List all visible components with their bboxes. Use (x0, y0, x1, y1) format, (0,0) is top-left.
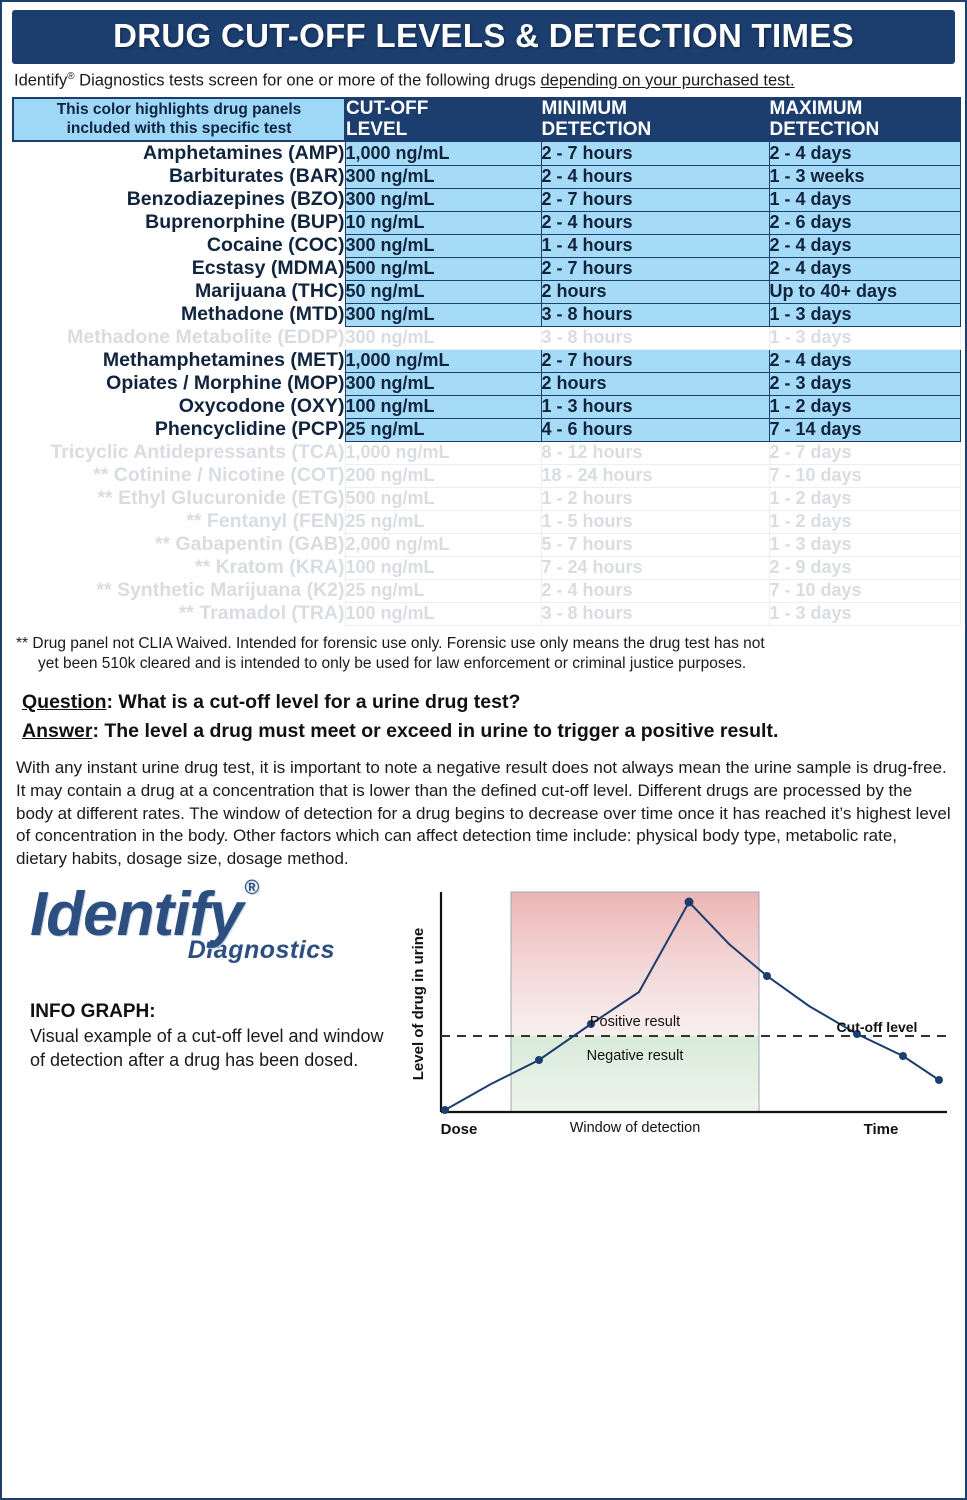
table-header-row (13, 98, 960, 142)
table-row (13, 602, 960, 625)
min-detection-value: 2 - 7 hours (541, 257, 769, 280)
drug-name: Amphetamines (AMP) (142, 142, 345, 165)
legend-line-2: included with this specific test (66, 120, 292, 138)
min-detection-value: 1 - 2 hours (541, 487, 769, 510)
column-header-cutoff (345, 98, 541, 142)
max-detection-value: 7 - 14 days (769, 418, 960, 441)
qa-section (12, 677, 955, 749)
identify-logo-text: Identify (30, 880, 243, 950)
cutoff-level-chart (399, 884, 955, 1146)
max-detection-value: 1 - 3 days (769, 303, 960, 326)
min-detection-value: 2 - 4 hours (541, 579, 769, 602)
subtitle-middle: Diagnostics tests screen for one or more of the following drugs (74, 71, 541, 90)
max-detection-value: 1 - 3 days (769, 533, 960, 556)
subtitle (12, 64, 955, 97)
drug-name: Methadone (MTD) (180, 303, 345, 326)
min-detection-value: 3 - 8 hours (541, 602, 769, 625)
max-detection-value: 2 - 4 days (769, 234, 960, 257)
question-line (16, 689, 951, 718)
max-detection-value: 2 - 4 days (769, 141, 960, 165)
column-header-min-line1: MINIMUM (541, 98, 627, 119)
table-row (13, 464, 960, 487)
max-detection-value: Up to 40+ days (769, 280, 960, 303)
table-row (13, 165, 960, 188)
footnote-line-1: ** Drug panel not CLIA Waived. Intended for forensic use only. Forensic use only means the drug test has not (16, 634, 765, 652)
column-header-max-line1: MAXIMUM (769, 98, 863, 119)
table-row (13, 303, 960, 326)
drug-name: ** Synthetic Marijuana (K2) (96, 579, 345, 602)
drug-name: Opiates / Morphine (MOP) (106, 372, 345, 395)
min-detection-value: 4 - 6 hours (541, 418, 769, 441)
max-detection-value: 7 - 10 days (769, 464, 960, 487)
table-row (13, 395, 960, 418)
cutoff-value: 100 ng/mL (345, 602, 541, 625)
legend-line-1: This color highlights drug panels (56, 100, 302, 118)
min-detection-value: 2 - 7 hours (541, 141, 769, 165)
max-detection-value: 2 - 4 days (769, 257, 960, 280)
drug-name: ** Fentanyl (FEN) (186, 510, 345, 533)
drug-name: Cocaine (COC) (206, 234, 345, 257)
drug-name: Tricyclic Antidepressants (TCA) (50, 441, 345, 464)
max-detection-value: 1 - 4 days (769, 188, 960, 211)
max-detection-value: 2 - 6 days (769, 211, 960, 234)
identify-logo (30, 876, 259, 950)
max-detection-value: 1 - 2 days (769, 510, 960, 533)
table-row (13, 441, 960, 464)
cutoff-value: 25 ng/mL (345, 510, 541, 533)
min-detection-value: 7 - 24 hours (541, 556, 769, 579)
cutoff-value: 1,000 ng/mL (345, 349, 541, 372)
table-row (13, 579, 960, 602)
question-label: Question (22, 691, 107, 714)
info-graph (399, 884, 955, 1144)
footnote (12, 626, 955, 678)
cutoff-value: 500 ng/mL (345, 487, 541, 510)
cutoff-value: 300 ng/mL (345, 165, 541, 188)
max-detection-value: 7 - 10 days (769, 579, 960, 602)
chart-cutoff-label: Cut-off level (836, 1019, 918, 1036)
min-detection-value: 3 - 8 hours (541, 303, 769, 326)
drug-name: Benzodiazepines (BZO) (126, 188, 345, 211)
legend-box (13, 98, 345, 142)
cutoff-value: 1,000 ng/mL (345, 141, 541, 165)
table-row (13, 326, 960, 349)
page-title: DRUG CUT-OFF LEVELS & DETECTION TIMES (12, 10, 955, 64)
cutoff-value: 300 ng/mL (345, 188, 541, 211)
cutoff-value: 200 ng/mL (345, 464, 541, 487)
min-detection-value: 2 - 7 hours (541, 349, 769, 372)
column-header-min-line2: DETECTION (541, 119, 652, 141)
max-detection-value: 2 - 4 days (769, 349, 960, 372)
table-row (13, 418, 960, 441)
answer-label: Answer (22, 720, 93, 743)
drug-name: Barbiturates (BAR) (168, 165, 345, 188)
drug-name: Marijuana (THC) (194, 280, 345, 303)
chart-xlabel: Time (863, 1121, 899, 1139)
drug-table (12, 97, 961, 626)
drug-name: Phencyclidine (PCP) (154, 418, 345, 441)
max-detection-value: 2 - 9 days (769, 556, 960, 579)
column-header-cutoff-line1: CUT-OFF (346, 98, 429, 119)
table-row (13, 533, 960, 556)
footnote-line-2: yet been 510k cleared and is intended to only be used for law enforcement or criminal justice purposes. (38, 655, 747, 673)
min-detection-value: 1 - 4 hours (541, 234, 769, 257)
drug-name: ** Tramadol (TRA) (178, 602, 345, 625)
info-graph-description: Visual example of a cut-off level and window of detection after a drug has been dosed. (30, 1026, 384, 1071)
table-row (13, 188, 960, 211)
cutoff-value: 100 ng/mL (345, 395, 541, 418)
drug-name: Oxycodone (OXY) (178, 395, 345, 418)
min-detection-value: 2 - 7 hours (541, 188, 769, 211)
explanatory-paragraph: With any instant urine drug test, it is important to note a negative result does not always mean the urine sample is drug-free. It may contain a drug at a concentration that is lower than the defined cut-off level. Different drugs are processed by the body at different rates. The window of detection for a drug begins to decrease over time once it has reached it’s highest level of concentration in the body. Other factors which can affect detection time include: physical body type, metabolic rate, dietary habits, dosage size, dosage method. (16, 758, 951, 868)
min-detection-value: 1 - 5 hours (541, 510, 769, 533)
drug-name: ** Cotinine / Nicotine (COT) (93, 464, 345, 487)
cutoff-value: 300 ng/mL (345, 326, 541, 349)
table-row (13, 141, 960, 165)
cutoff-value: 25 ng/mL (345, 579, 541, 602)
registered-mark-icon: ® (67, 71, 75, 82)
table-row (13, 556, 960, 579)
cutoff-value: 500 ng/mL (345, 257, 541, 280)
bottom-section (12, 870, 955, 1144)
question-text: : What is a cut-off level for a urine drug test? (106, 691, 521, 714)
cutoff-value: 100 ng/mL (345, 556, 541, 579)
identify-logo-subtitle: Diagnostics (187, 936, 335, 965)
min-detection-value: 5 - 7 hours (541, 533, 769, 556)
max-detection-value: 2 - 3 days (769, 372, 960, 395)
cutoff-value: 50 ng/mL (345, 280, 541, 303)
min-detection-value: 18 - 24 hours (541, 464, 769, 487)
min-detection-value: 2 - 4 hours (541, 165, 769, 188)
max-detection-value: 1 - 3 days (769, 602, 960, 625)
cutoff-value: 10 ng/mL (345, 211, 541, 234)
subtitle-underlined: depending on your purchased test. (540, 71, 795, 90)
chart-positive-label: Positive result (589, 1014, 681, 1031)
table-row (13, 280, 960, 303)
cutoff-value: 2,000 ng/mL (345, 533, 541, 556)
column-header-cutoff-line2: LEVEL (346, 119, 408, 141)
table-row (13, 349, 960, 372)
min-detection-value: 2 - 4 hours (541, 211, 769, 234)
min-detection-value: 2 hours (541, 280, 769, 303)
table-row (13, 487, 960, 510)
column-header-max-detection (769, 98, 960, 142)
drug-name: Ecstasy (MDMA) (191, 257, 345, 280)
chart-negative-label: Negative result (586, 1048, 684, 1065)
min-detection-value: 8 - 12 hours (541, 441, 769, 464)
chart-ylabel: Level of drug in urine (410, 928, 427, 1081)
logo-registered-icon: ® (244, 876, 259, 899)
table-row (13, 211, 960, 234)
table-body (13, 141, 960, 625)
chart-window-label: Window of detection (569, 1120, 701, 1137)
cutoff-value: 300 ng/mL (345, 372, 541, 395)
min-detection-value: 3 - 8 hours (541, 326, 769, 349)
answer-line (16, 718, 951, 747)
answer-text: : The level a drug must meet or exceed in urine to trigger a positive result. (92, 720, 779, 743)
info-graph-heading: INFO GRAPH: (30, 1001, 156, 1023)
cutoff-value: 1,000 ng/mL (345, 441, 541, 464)
column-header-max-line2: DETECTION (769, 119, 880, 141)
chart-xstart-label: Dose (440, 1121, 478, 1139)
max-detection-value: 1 - 3 weeks (769, 165, 960, 188)
table-row (13, 234, 960, 257)
cutoff-value: 300 ng/mL (345, 303, 541, 326)
column-header-min-detection (541, 98, 769, 142)
drug-name: Buprenorphine (BUP) (145, 211, 345, 234)
max-detection-value: 2 - 7 days (769, 441, 960, 464)
subtitle-brand: Identify (14, 71, 68, 90)
max-detection-value: 1 - 2 days (769, 487, 960, 510)
drug-name: Methamphetamines (MET) (102, 349, 345, 372)
drug-name: ** Gabapentin (GAB) (154, 533, 345, 556)
table-row (13, 372, 960, 395)
drug-name: Methadone Metabolite (EDDP) (67, 326, 345, 349)
cutoff-value: 25 ng/mL (345, 418, 541, 441)
brand-column (12, 876, 395, 1073)
drug-name: ** Kratom (KRA) (194, 556, 345, 579)
max-detection-value: 1 - 2 days (769, 395, 960, 418)
drug-name: ** Ethyl Glucuronide (ETG) (97, 487, 345, 510)
table-row (13, 257, 960, 280)
cutoff-value: 300 ng/mL (345, 234, 541, 257)
max-detection-value: 1 - 3 days (769, 326, 960, 349)
min-detection-value: 2 hours (541, 372, 769, 395)
min-detection-value: 1 - 3 hours (541, 395, 769, 418)
table-row (13, 510, 960, 533)
